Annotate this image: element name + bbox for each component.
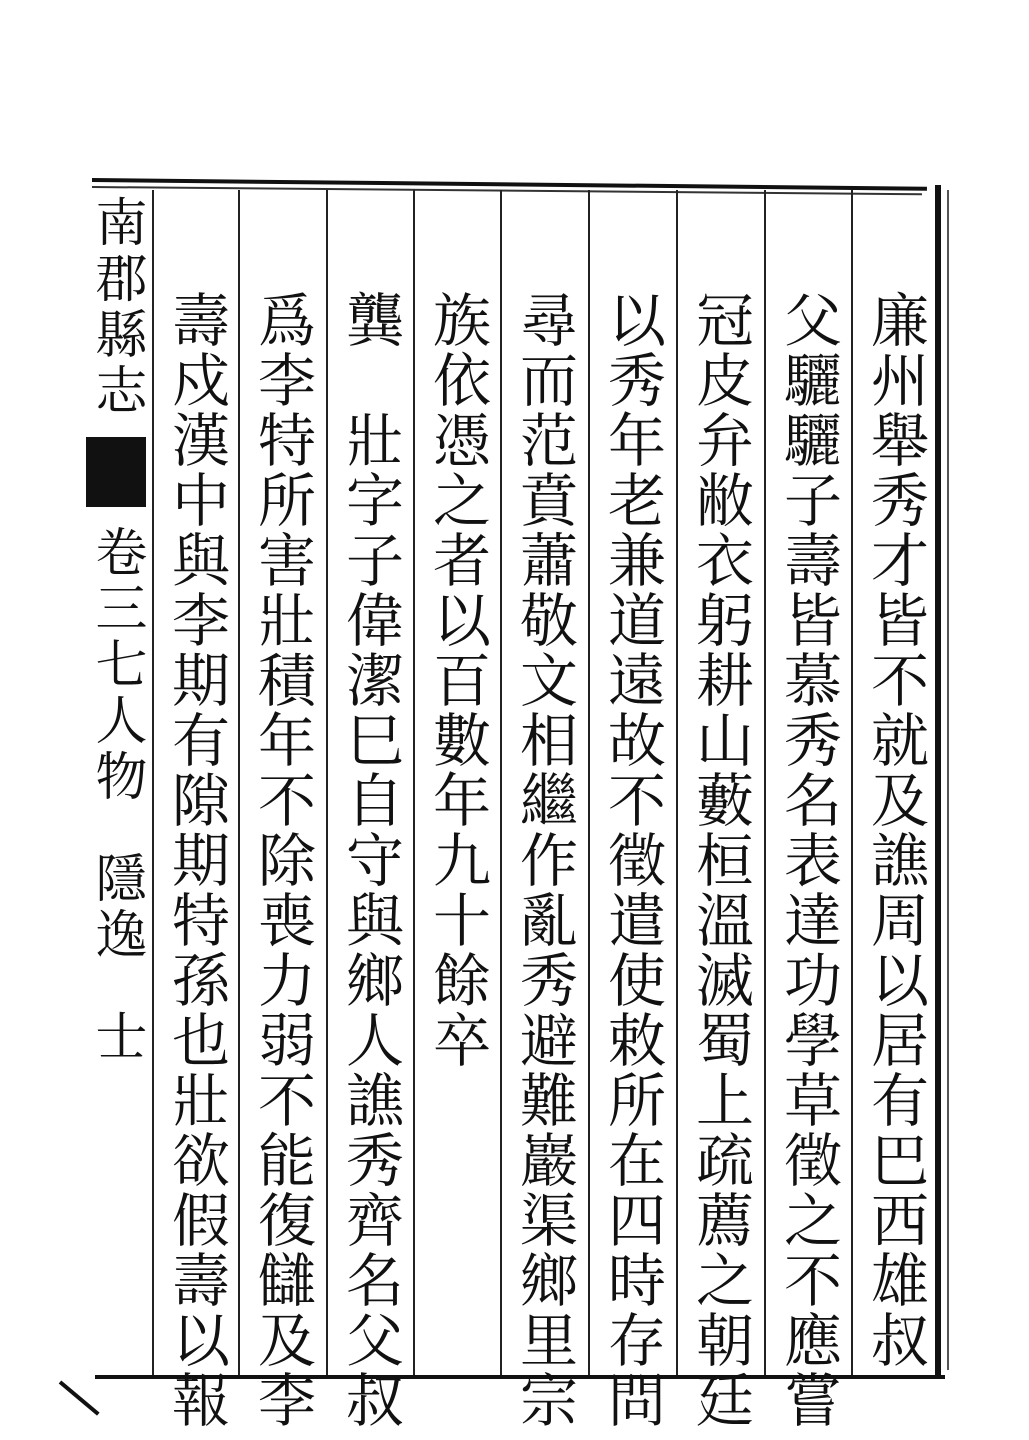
column-rule [588,190,590,1375]
column-rule [851,190,853,1375]
margin-heading [86,195,146,1065]
margin-subsection: 隱逸 [86,851,146,963]
text-column-1: 廉州舉秀才皆不就及譙周以居有巴西雄叔 [861,290,929,1370]
text-column-9: 壽戍漢中與李期有隙期特孫也壯欲假壽以報 [162,290,230,1430]
text-column-5: 尋而范賁蕭敬文相繼作亂秀避難巖渠鄉里宗 [510,290,578,1430]
margin-title: 南郡縣志 [86,195,146,419]
text-column-6: 族依憑之者以百數年九十餘卒 [423,290,491,1070]
column-rule [238,190,240,1375]
text-column-2: 父驪驪子壽皆慕秀名表達功學草徵之不應嘗 [774,290,842,1430]
column-rule [676,190,678,1375]
text-column-4: 以秀年老兼道遠故不徵遣使敕所在四時存問 [598,290,666,1430]
frame-right-border [935,185,941,1375]
column-rule [764,190,766,1375]
margin-folio: 士 [86,1009,146,1065]
frame-right-inner-border [947,190,949,1370]
text-column-3: 冠皮弁敝衣躬耕山藪桓溫滅蜀上疏薦之朝廷 [686,290,754,1430]
column-rule [326,190,328,1375]
fish-tail-mark [86,437,146,507]
column-rule [500,190,502,1375]
column-rule [413,190,415,1375]
column-rule [152,190,154,1375]
corner-ink-mark [59,1380,100,1415]
text-column-7: 龔 壯字子偉潔巳自守與鄉人譙秀齊名父叔 [336,290,404,1430]
margin-section: 人物 [86,693,146,805]
margin-chapter: 卷三七 [86,525,146,693]
text-column-8: 爲李特所害壯積年不除喪力弱不能復讎及李 [248,290,316,1430]
